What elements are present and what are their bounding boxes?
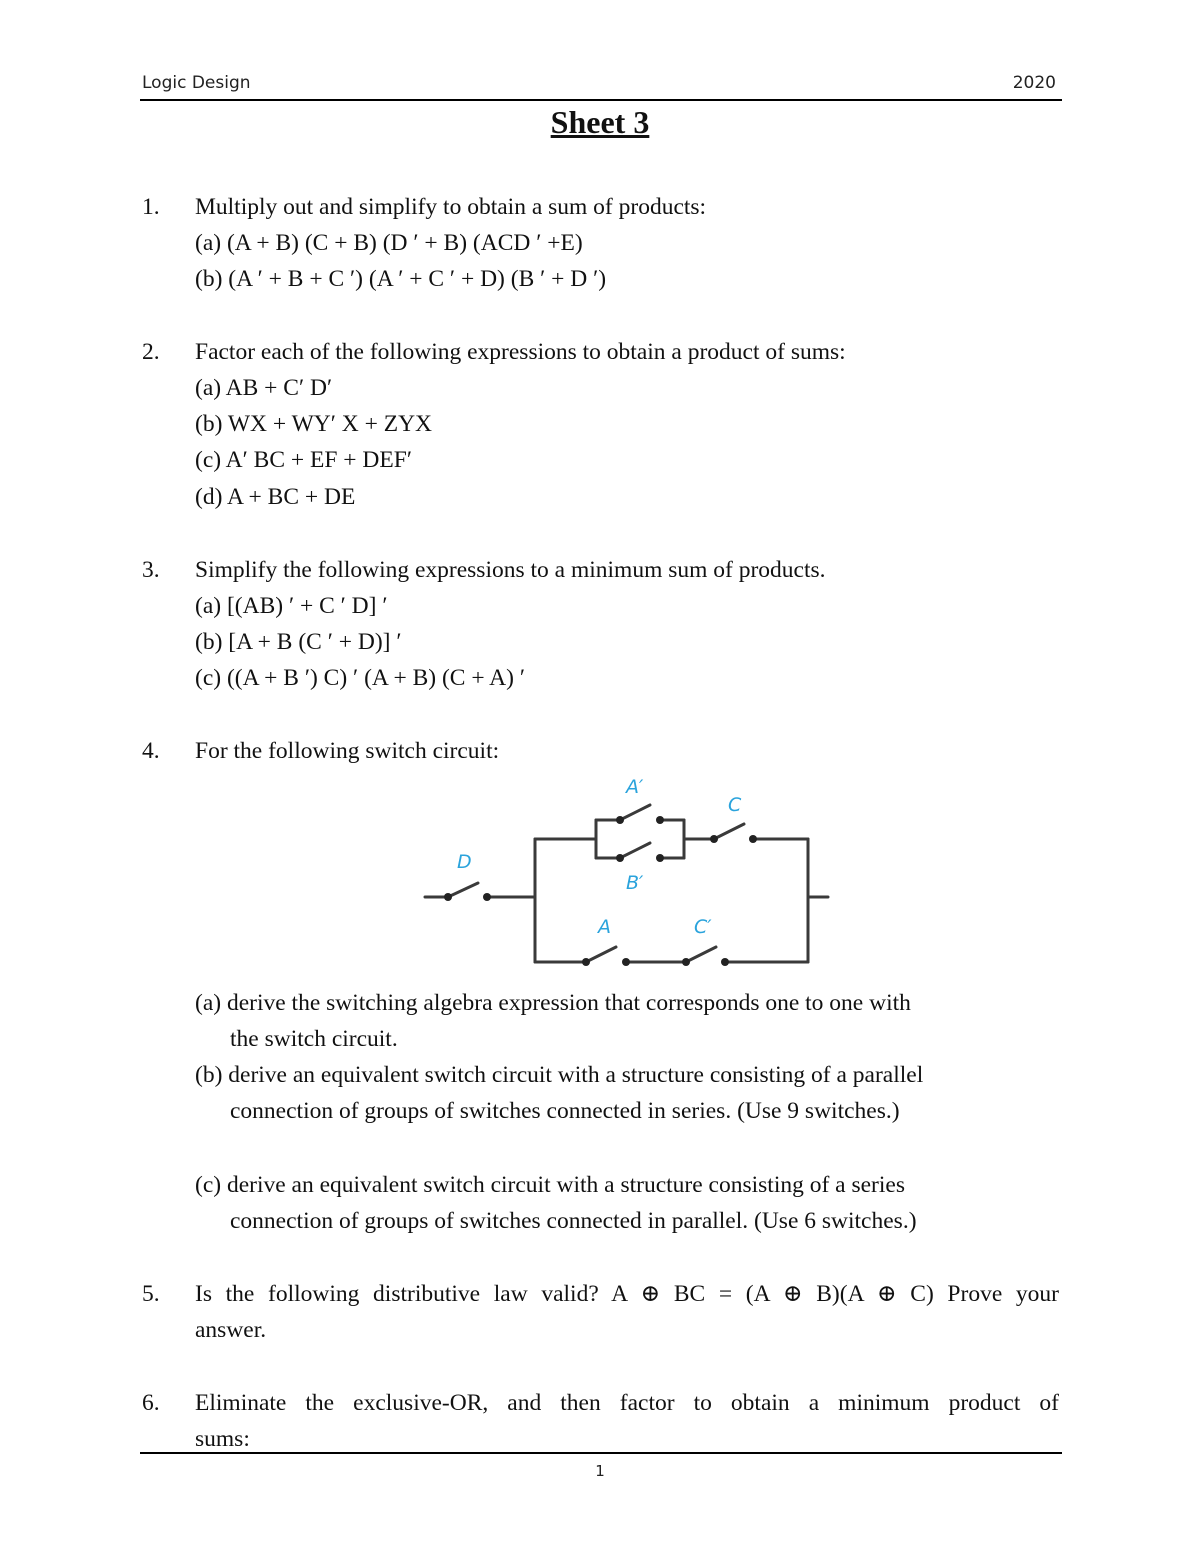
q4-part-c-line2: connection of groups of switches connected in parallel. (Use 6 switches.) [230, 1208, 917, 1234]
q1-part-a: (a) (A + B) (C + B) (D ′ + B) (ACD ′ +E) [195, 230, 583, 256]
switch-label-c: C [728, 794, 742, 816]
q3-part-b: (b) [A + B (C ′ + D)] ′ [195, 629, 402, 655]
q6-text-line2: sums: [195, 1426, 250, 1452]
header-course-title: Logic Design [142, 73, 251, 93]
switch-label-d: D [457, 851, 472, 873]
q6-text-line1: Eliminate the exclusive-OR, and then factor to obtain a minimum product of [195, 1390, 1059, 1416]
q4-part-b-line1: (b) derive an equivalent switch circuit with a structure consisting of a parallel [195, 1062, 924, 1088]
q4-part-a-line1: (a) derive the switching algebra expression that corresponds one to one with [195, 990, 911, 1016]
header-year: 2020 [1012, 73, 1056, 93]
footer-rule [140, 1452, 1062, 1454]
q3-part-a: (a) [(AB) ′ + C ′ D] ′ [195, 593, 388, 619]
switch-label-a: A [598, 916, 611, 938]
q5-number: 5. [142, 1281, 160, 1307]
q2-part-c: (c) A′ BC + EF + DEF′ [195, 447, 412, 473]
q5-text-line1: Is the following distributive law valid? A ⊕ BC = (A ⊕ B)(A ⊕ C) Prove your [195, 1281, 1059, 1307]
q4-text: For the following switch circuit: [195, 738, 500, 764]
q3-number: 3. [142, 557, 160, 583]
q6-number: 6. [142, 1390, 160, 1416]
q3-text: Simplify the following expressions to a minimum sum of products. [195, 557, 826, 583]
q5-text-line2: answer. [195, 1317, 267, 1343]
q1-number: 1. [142, 194, 160, 220]
q2-part-a: (a) AB + C′ D′ [195, 375, 333, 401]
q4-part-c-line1: (c) derive an equivalent switch circuit with a structure consisting of a series [195, 1172, 905, 1198]
q4-part-a-line2: the switch circuit. [230, 1026, 398, 1052]
switch-label-c-prime: C′ [694, 916, 712, 938]
page-number: 1 [595, 1462, 605, 1480]
q2-part-b: (b) WX + WY′ X + ZYX [195, 411, 433, 437]
switch-contacts [444, 816, 757, 966]
q1-text: Multiply out and simplify to obtain a sum of products: [195, 194, 707, 220]
switch-label-b-prime: B′ [626, 872, 644, 894]
page-title: Sheet 3 [550, 104, 650, 140]
q4-part-b-line2: connection of groups of switches connected in series. (Use 9 switches.) [230, 1098, 900, 1124]
q4-number: 4. [142, 738, 160, 764]
q3-part-c: (c) ((A + B ′) C) ′ (A + B) (C + A) ′ [195, 665, 525, 691]
q1-part-b: (b) (A ′ + B + C ′) (A ′ + C ′ + D) (B ′ + D ′) [195, 266, 607, 292]
q2-text: Factor each of the following expressions to obtain a product of sums: [195, 339, 846, 365]
switch-label-a-prime: A′ [626, 776, 644, 798]
q2-number: 2. [142, 339, 160, 365]
q2-part-d: (d) A + BC + DE [195, 484, 356, 510]
